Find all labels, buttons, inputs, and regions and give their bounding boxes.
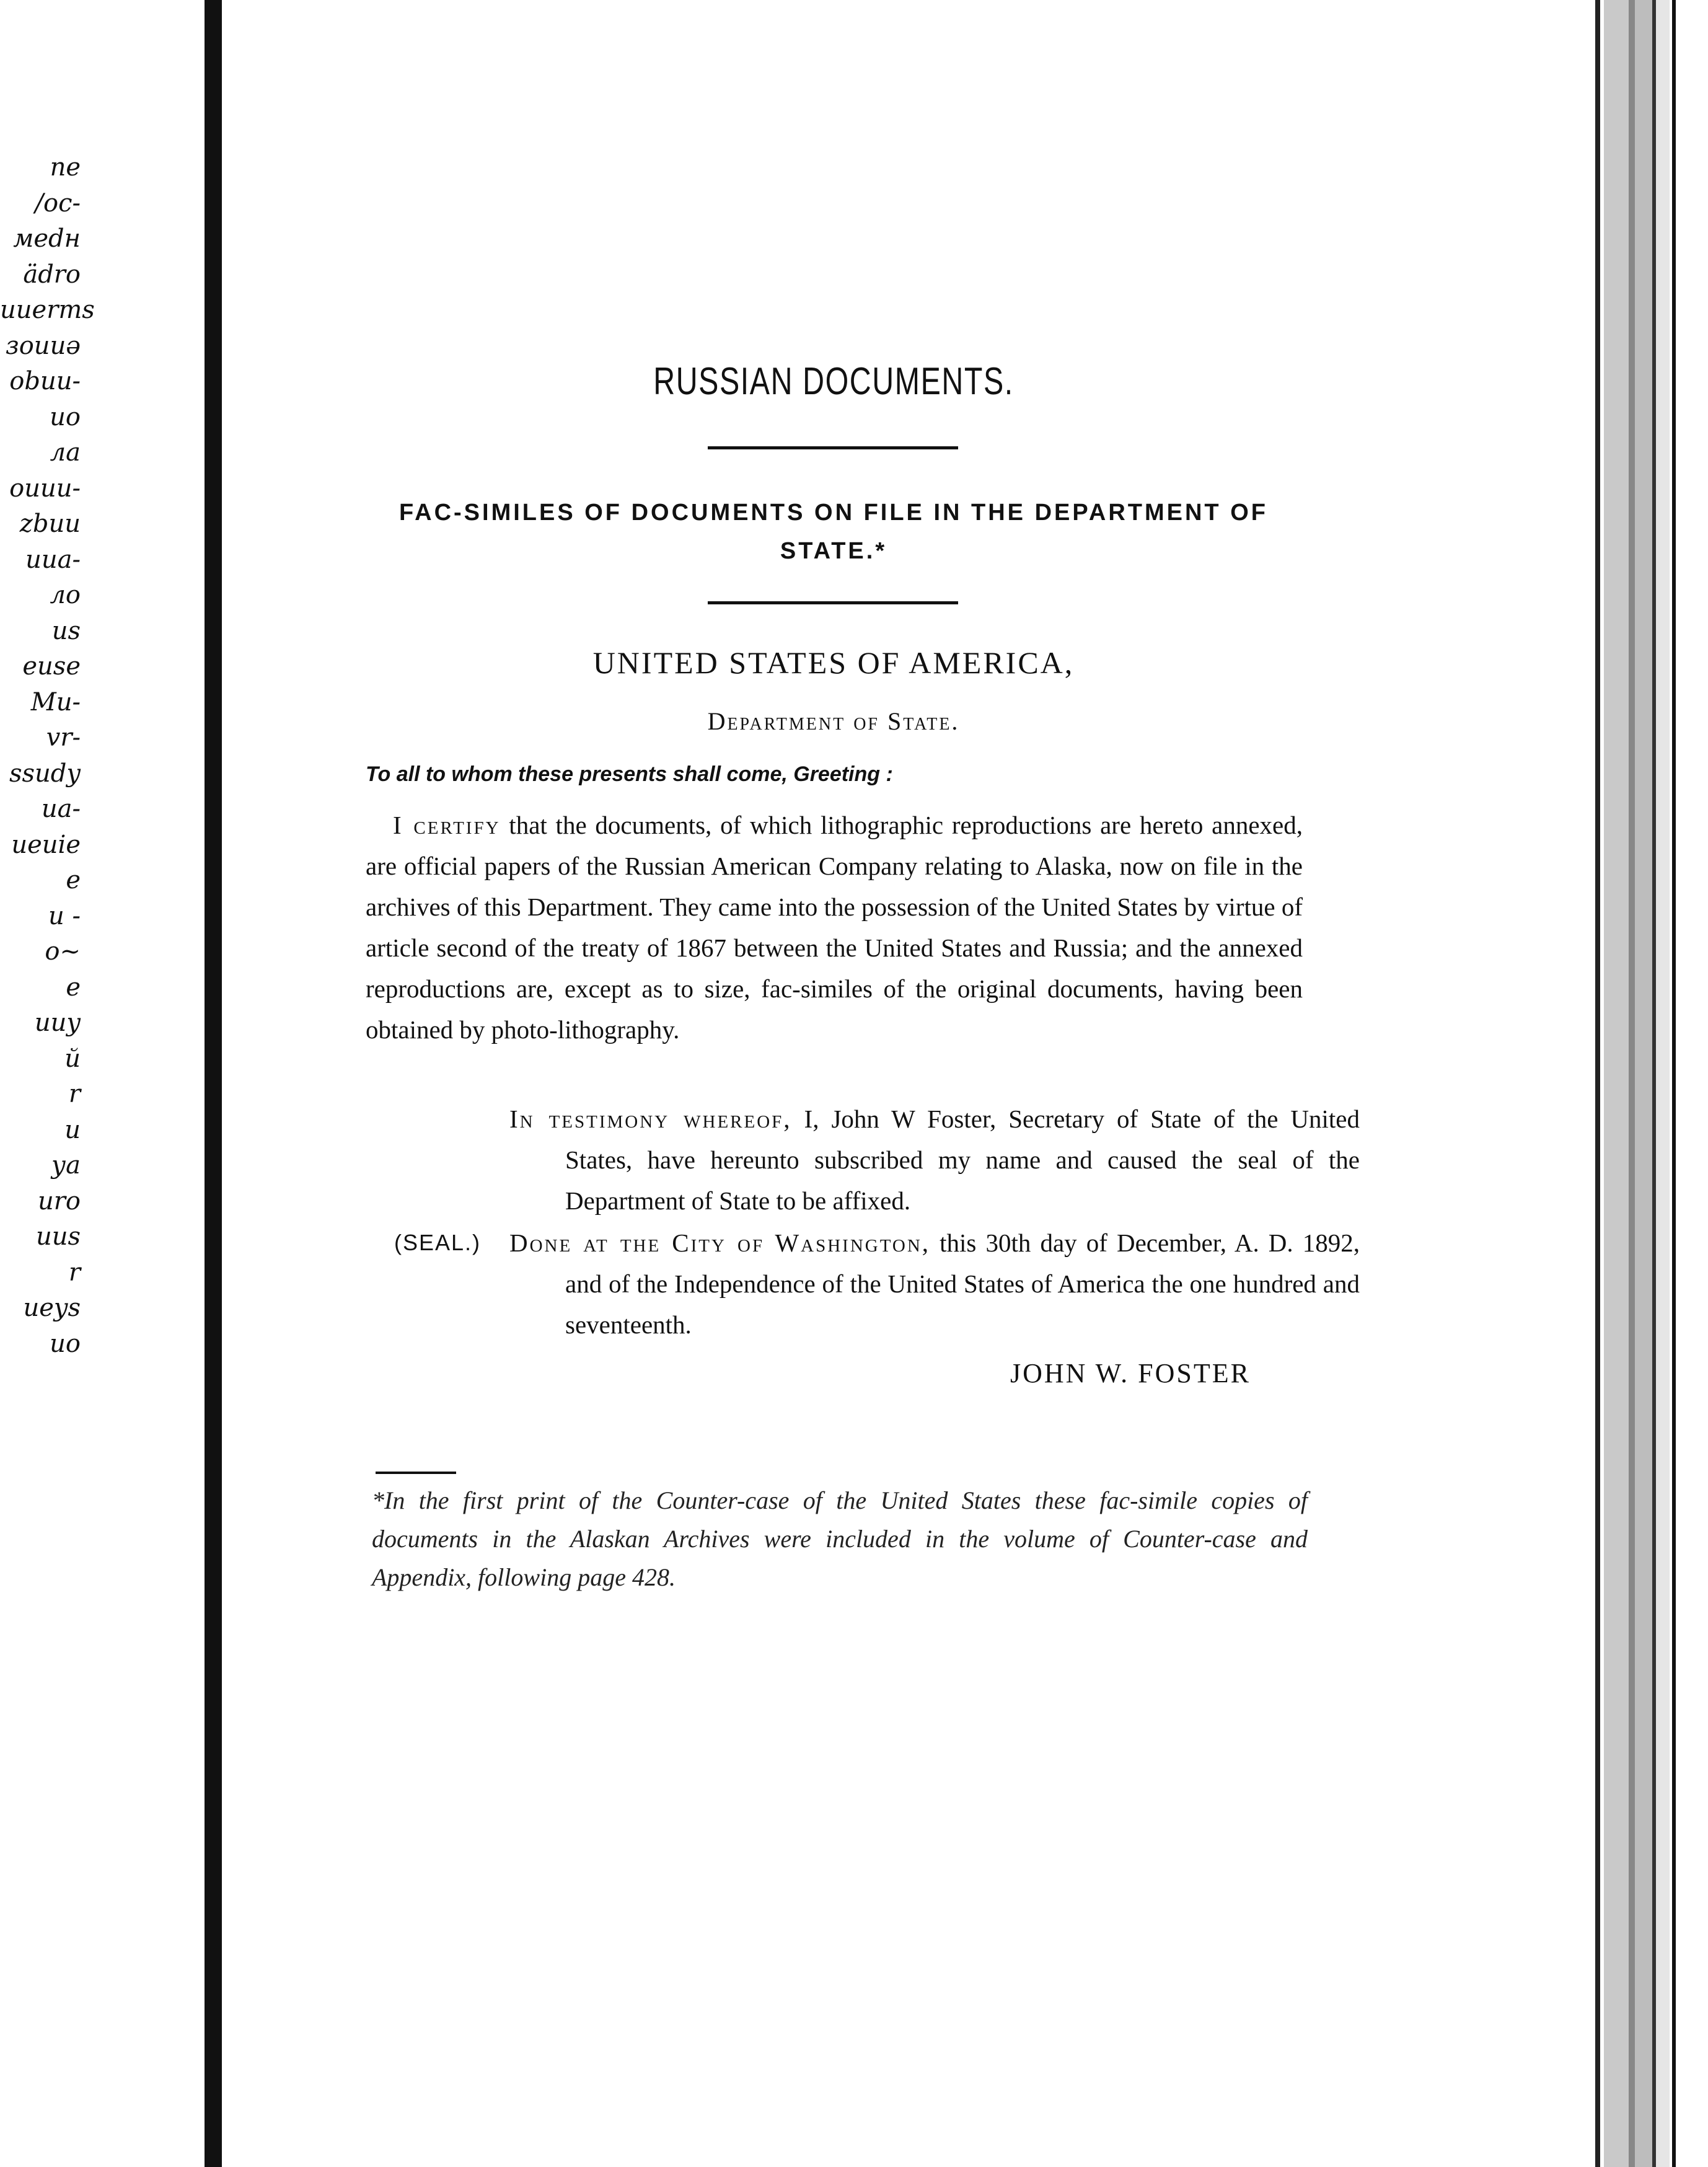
handwriting-fragment: Mu- (30, 687, 81, 717)
handwriting-fragment: й (64, 1044, 81, 1073)
document-page (222, 0, 1595, 2167)
handwriting-fragment: меdн (13, 224, 81, 253)
greeting: To all to whom these presents shall come, Greeting : (366, 762, 893, 786)
handwriting-fragment: иа- (41, 795, 81, 823)
handwriting-fragment: ло (50, 581, 81, 609)
handwriting-fragment: ouuu- (9, 474, 81, 503)
handwriting-fragment: иѕ (51, 616, 81, 645)
handwriting-fragment: иеиie (11, 830, 81, 859)
handwriting-fragment: /ос- (35, 188, 81, 218)
handwriting-fragment: о~ (45, 937, 81, 966)
binding-gutter (205, 0, 222, 2167)
handwriting-fragment: ио (50, 1329, 81, 1358)
handwriting-fragment: ла (50, 438, 81, 467)
handwriting-fragment: u - (48, 901, 81, 930)
done-body: this 30th day of December, A. D. 1892, and of the Independence of the United States of America the one hundred and seventeenth. (565, 1229, 1360, 1339)
certify-lead: I certify (393, 811, 501, 839)
certification-paragraph (366, 805, 1303, 1050)
testimony-body: I, John W Foster, Secretary of State of the United States, have hereunto subscribed my name and caused the seal of the Department of State to be affixed. (565, 1105, 1360, 1215)
handwriting-fragment: уа (51, 1151, 81, 1180)
subtitle-rule (708, 601, 958, 604)
subtitle-line-1: FAC-SIMILES OF DOCUMENTS ON FILE IN THE DEPARTMENT OF (399, 500, 1268, 526)
subtitle (359, 493, 1308, 570)
handwriting-fragment: uro (38, 1186, 81, 1216)
handwriting-fragment: ne (50, 153, 81, 182)
handwriting-fragment: u (64, 1115, 81, 1144)
handwriting-fragment: ио (50, 402, 81, 431)
handwriting-fragment: r (68, 1258, 81, 1287)
testimony-paragraph (509, 1098, 1360, 1221)
department-heading: Department of State. (707, 707, 960, 735)
handwriting-fragment: uuerms (0, 296, 95, 324)
footnote: *In the first print of the Counter-case of the United States these fac-simile copies of documents in the Alaskan Archives were included in the volume of Counter-case and Appendix, following page 428. (372, 1486, 1308, 1591)
certify-body: that the documents, of which lithographic reproductions are hereto annexed, are official papers of the Russian American Company relating to Alaska, now on file in the archives of this Department. They came into the possession of the United States by virtue of article second of the treaty of 1867 between the United States and Russia; and the annexed reproductions are, except as to size, fac-similes of the original documents, having been obtained by photo-lithography. (366, 811, 1303, 1044)
title-rule (708, 446, 958, 449)
handwriting-fragment: zbuu (19, 510, 81, 538)
handwriting-fragment: еиsе (22, 652, 81, 681)
handwriting-fragment: ssudy (9, 759, 81, 788)
handwriting-fragment: ииа- (25, 545, 81, 574)
handwriting-fragment: e (66, 866, 81, 894)
seal-label: (SEAL.) (394, 1230, 482, 1255)
country-heading: UNITED STATES OF AMERICA, (592, 645, 1075, 680)
facing-page-handwriting (0, 0, 205, 2167)
handwriting-fragment: vr- (46, 723, 81, 752)
handwriting-fragment: е (66, 973, 81, 1002)
page-edges (1595, 0, 1708, 2167)
handwriting-fragment: зоииə (5, 331, 81, 360)
handwriting-fragment: иеys (23, 1294, 81, 1322)
done-lead: Done at the City of Washington, (509, 1229, 931, 1257)
page-title: RUSSIAN DOCUMENTS. (653, 360, 1014, 403)
testimony-lead: In testimony whereof, (509, 1105, 792, 1133)
handwriting-fragment: obuи- (9, 367, 81, 395)
done-paragraph (509, 1222, 1360, 1345)
handwriting-fragment: uus (35, 1222, 81, 1251)
handwriting-fragment: r (68, 1080, 81, 1108)
handwriting-fragment: ädro (23, 260, 81, 289)
footnote-rule (376, 1472, 456, 1474)
signature: JOHN W. FOSTER (1010, 1358, 1251, 1388)
handwriting-fragment: uuy (34, 1008, 81, 1037)
subtitle-line-2: STATE.* (780, 538, 887, 564)
